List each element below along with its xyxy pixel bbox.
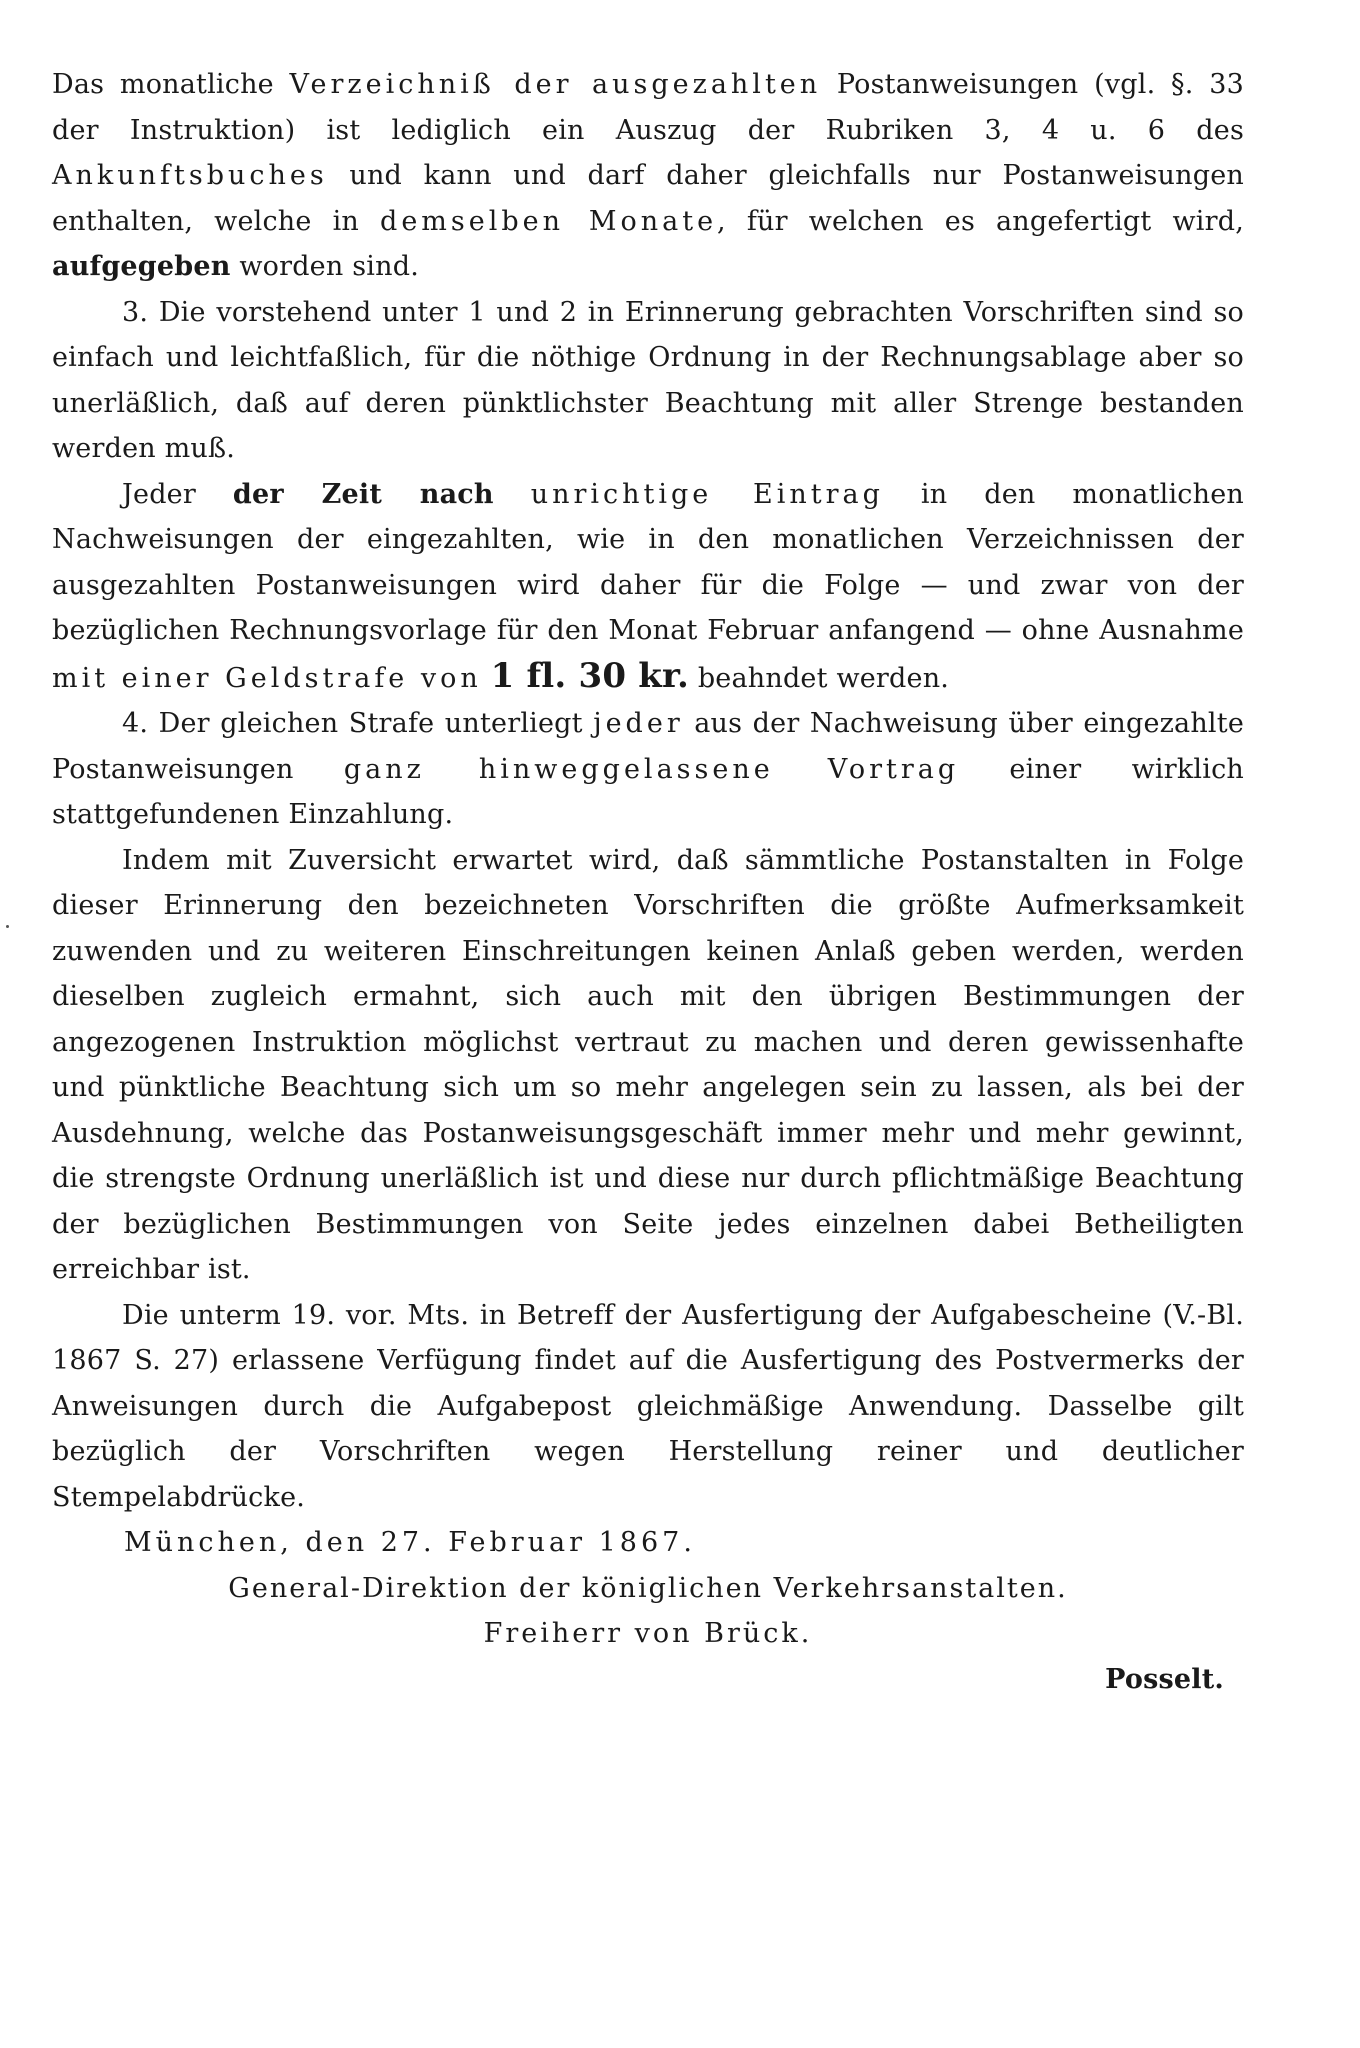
emphasis-hinweggelassene-vortrag: ganz hinweggelassene Vortrag [343,753,960,785]
paragraph-4: 4. Der gleichen Strafe unterliegt jeder aus der Nachweisung über eingezahlte Postanweisungen ganz hinweggelassene Vortrag einer wirklich stattgefundenen Einzahlung. [52,708,1244,830]
document-body [52,62,1244,1702]
issuing-authority: General-Direktion der königlichen Verkehrsanstalten. [228,1572,1068,1604]
signature-bruck: Freiherr von Brück. [483,1618,813,1649]
emphasis-unrichtige-eintrag: unrichtige Eintrag [530,478,884,510]
paragraph-monthly-register: Das monatliche Verzeichniß der ausgezahlten Postanweisungen (vgl. §. 33 der Instruktion) ist lediglich ein Auszug der Rubriken 3, 4 u. 6 des Ankunftsbuches und kann und darf daher gleichfalls nur Postanweisungen enthalten, welche in demselben Monate, für welchen es angefertigt wird, aufgegeben worden sind. [52,69,1244,282]
emphasis-register: Verzeichniß der ausgezahlten [289,69,822,100]
paragraph-receipts: Die unterm 19. vor. Mts. in Betreff der Ausfertigung der Aufgabescheine (V.-Bl. 1867 S. 27) erlassene Verfügung findet auf die Ausfertigung des Postvermerks der Anweisungen durch die Aufgabepost gleichmäßige Anwendung. Dasselbe gilt bezüglich der Vorschriften wegen Herstellung reiner und deutlicher Stempelabdrücke. [52,1299,1244,1513]
emphasis-geldstrafe: mit einer Geldstrafe von [52,662,482,694]
paragraph-3: 3. Die vorstehend unter 1 und 2 in Erinnerung gebrachten Vorschriften sind so einfach und leichtfaßlich, für die nöthige Ordnung in der Rechnungsablage aber so unerläßlich, daß auf deren pünktlichster Beachtung mit aller Strenge bestanden werden muß. [52,296,1244,464]
emphasis-arrival-book: Ankunftsbuches [52,160,328,191]
margin-dot [6,925,9,928]
emphasis-jeder: jeder [593,708,684,739]
paragraph-expectation: Indem mit Zuversicht erwartet wird, daß sämmtliche Postanstalten in Folge dieser Erinnerung den bezeichneten Vorschriften die größte Aufmerksamkeit zuwenden und zu weiteren Einschreitungen keinen Anlaß geben werden, werden dieselben zugleich ermahnt, sich auch mit den übrigen Bestimmungen der angezogenen Instruktion möglichst vertraut zu machen und deren gewissenhafte und pünktliche Beachtung sich um so mehr angelegen sein zu lassen, als bei der Ausdehnung, welche das Postanweisungsgeschäft immer mehr und mehr gewinnt, die strengste Ordnung unerläßlich ist und diese nur durch pflichtmäßige Beachtung der bezüglichen Bestimmungen von Seite jedes einzelnen dabei Betheiligten erreichbar ist. [52,844,1244,1285]
penalty-amount: 1 fl. 30 kr. [490,655,690,696]
date-line: München, den 27. Februar 1867. [124,1527,696,1558]
paragraph-penalty: Jeder der Zeit nach unrichtige Eintrag in den monatlichen Nachweisungen der eingezahlten, wie in den monatlichen Verzeichnissen der ausgezahlten Postanweisungen wird daher für die Folge — und zwar von der bezüglichen Rechnungsvorlage für den Monat Februar anfangend — ohne Ausnahme mit einer Geldstrafe von 1 fl. 30 kr. beahndet werden. [52,478,1244,696]
emphasis-der-zeit-nach: der Zeit nach [232,478,494,510]
signature-posselt: Posselt. [1105,1663,1224,1695]
emphasis-same-month: demselben Monate [380,205,718,237]
emphasis-aufgegeben: aufgegeben [52,251,231,282]
